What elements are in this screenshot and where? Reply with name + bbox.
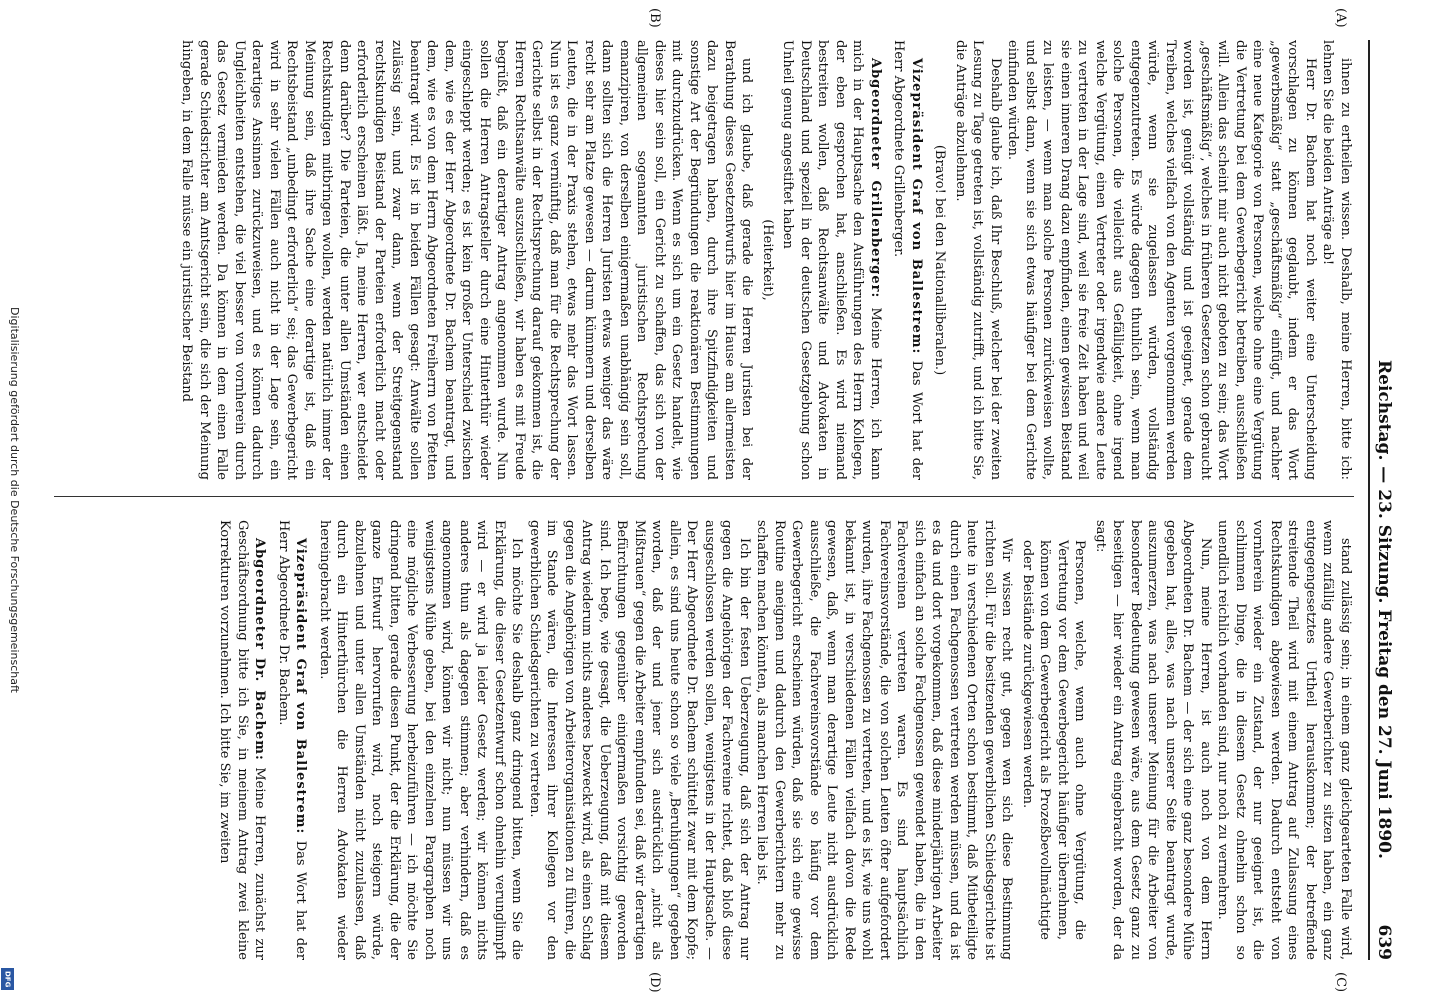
margin-marker-c: (C): [1333, 972, 1348, 993]
page-title: Reichstag. — 23. Sitzung. Freitag den 27. Juni 1890.: [1374, 360, 1394, 859]
speaker-name: Abgeordneter Dr. Bachem:: [252, 538, 268, 761]
speaker-text: Das Wort hat der Herr Abgeordnete Grillenberger.: [891, 40, 924, 480]
speaker-paragraph: [275, 520, 310, 960]
paragraph: Ich bin der festen Ueberzeugung, daß sich der Antrag nur gegen die Angehörigen der Fachvereine richtet, daß bloß diese ausgeschlossen werden sollen, wenigstens in der Hauptsache. — Der Herr Abgeordnete Dr. Bachem schüttelt zwar mit dem Kopfe; allein, es sind uns heute schon so viele „Beruhigungen“ gegeben worden, daß der und jener sich ausdrücklich „nicht als Mißtrauen“ gegen die Arbeiter empfunden sei, daß wir derartigen Befürchtungen gegenüber einigermaßen vorsichtig geworden sind. Ich bege, wie gesagt, die Ueberzeugung, daß mit diesem Antrag wiederum nichts anderes bezweckt wird, als einen Schlag gegen die Angehörigen von Arbeiterorganisationen zu führen, die im Stande wären, die Interessen ihrer Kollegen vor den gewerblichen Schiedsgerichten zu vertreten.: [527, 520, 752, 960]
speaker-name: Vizepräsident Graf von Ballestrem:: [909, 58, 924, 355]
speaker-name: Vizepräsident Graf von Ballestrem:: [293, 538, 309, 835]
speaker-paragraph: [779, 40, 884, 480]
margin-marker-d: (D): [647, 972, 662, 993]
quoted-motion: Personen, welche, wenn auch ohne Vergütung, die Vertretung vor dem Gewerbegericht häufiger übernehmen, können von dem Gewerbegericht als Prozeßbevollmächtigte oder Beistände zurückgewiesen werden.: [1020, 540, 1088, 940]
dfg-logo-icon: DFG: [1, 968, 14, 990]
speaker-paragraph: [216, 520, 269, 960]
left-column: [178, 40, 1354, 480]
paragraph: Deshalb glaube ich, daß Ihr Beschluß, welcher bei der zweiten Lesung zu Tage getreten ist, vollständig zutrifft, und ich bitte Sie, die Anträge abzulehnen.: [953, 40, 1003, 480]
paragraph: Nun, meine Herren, ist auch noch von dem Herrn Abgeordneten Dr. Bachem — der sich eine ganz besondere Mühe gegeben hat, alles, was nach unserer Seite beantragt wurde, auszumerzen, was nach unserer Meinung für die Arbeiter von besonderer Bedeutung gewesen wäre, aus dem Gesetz ganz zu beseitigen — hier wieder ein Antrag eingebracht worden, der da sagt:: [1093, 520, 1213, 960]
speaker-text: Meine Herren, ich kann mich in der Hauptsache den Ausführungen des Herrn Kollegen, der eben gesprochen hat, anschließen. Es wird niemand bestreiten wollen, daß Rechtsanwälte und Advokaten in Deutschland und speziell in der deutschen Gesetzgebung schon Unheil genug angestiftet haben: [780, 40, 883, 480]
interjection-bravo: (Bravo! bei den Nationalliberalen.): [932, 144, 948, 376]
paragraph: und ich glaube, daß gerade die Herren Juristen bei der Berathung dieses Gesetzentwurfs hier im Hause am allermeisten dazu beigetragen haben, durch ihre Spitzfindigkeiten und sonstige Art der Begründungen die reaktionären Bestimmungen mit durchzudrücken. Wenn es sich um ein Gesetz handelt, wie dieses hier sein soll, ein Gericht zu schaffen, das sich von der allgemeinen sogenannten juristischen Rechtsprechung emanzipiren, von derselben einigermaßen unabhängig sein soll, dann sollten sich die Herren Juristen etwas weniger das wäre recht sehr am Platze gewesen — darum kümmern und derselben Leuten, die in der Praxis stehen, etwas mehr das Wort lassen. Nun ist es ganz vernünftig, daß man für die Rechtsprechung der Gerichte selbst in der Rechtsprechung darauf gekommen ist, die Herren Rechtsanwälte auszuschließen, wir haben es mit Freude begrüßt, daß ein derartiger Antrag angenommen wurde. Nun sollen die Herren Antragsteller durch eine Hinterthür wieder eingeschleppt werden; es ist kein großer Unterschied zwischen dem, wie es der Herr Abgeordnete Dr. Bachem beantragt, und dem, wie es von dem Herrn Abgeordneten Freiherrn von Pfetten beantragt wird. Es ist in beiden Fällen gesagt: Anwälte sollen zulässig sein, und zwar dann, wenn der Streitgegenstand rechtskundigen Beistand der Parteien erforderlich macht oder erforderlich erscheinen läßt. Ja, meine Herren, wer entscheidet denn darüber? Die Parteien, die unter allen Umständen einen Rechtskundigen mitbringen wollen, werden natürlich immer der Meinung sein, daß ihre Sache eine derartige ist, daß ein Rechtsbeistand „unbedingt erforderlich“ sei; das Gewerbegericht wird in sehr vielen Fällen auch nicht in der Lage sein, ein derartiges Ansinnen zurückzuweisen, und es können dadurch Ungleichheiten entstehen, die viel besser von vornherein durch das Gesetz vermieden werden. Da können in dem einen Falle gerade Schiedsrichter am Amtsgericht sein, die sich der Meinung hingeben, in dem Falle müsse ein juristischer Beistand: [179, 40, 755, 480]
paragraph: Ich möchte Sie deshalb ganz dringend bitten, wenn Sie die Erklärung, die dieser Gesetzentwurf schon ohnehin verunglimpft wird — er wird ja leider Gesetz werden; wir können nichts anderes thun als dagegen stimmen; aber verhindern, daß es angenommen wird, können wir nicht; nun müssen wir uns wenigstens Mühe geben, bei den einzelnen Paragraphen noch eine mögliche Verbesserung herbeizuführen — ich möchte Sie dringend bitten, gerade diesen Punkt, der die Erklärung, die der ganze Entwurf hervorrufen wird, noch steigern würde, abzulehnen und unter allen Umständen nicht zuzulassen, daß durch ein Hinterthürchen die Herren Advokaten wieder hereingebracht werden.: [317, 520, 525, 960]
digitization-strip: [0, 0, 21, 1000]
digitization-credit: Digitalisierung gefördert durch die Deutsche Forschungsgemeinschaft: [8, 307, 21, 693]
margin-marker-a: (A): [1333, 8, 1348, 28]
interjection-heiterkeit: (Heiterkeit),: [760, 219, 775, 301]
paragraph: stand zulässig sein; in einem ganz gleichgearteten Falle wird, wenn zufällig andere Gewerberichter zu sitzen haben, ein ganz entgegengesetztes Urtheil herauskommen; der betreffende streitende Theil wird mit einem Antrag auf Zulassung eines Rechtskundigen abgewiesen werden. Dadurch entsteht von vornherein wieder ein Zustand, der nur geeignet ist, die schlimmen Dinge, die in diesem Gesetz ohnehin schon so unendlich reichlich vorhanden sind, nur noch zu vermehren.: [1215, 520, 1353, 960]
page-header: [1368, 40, 1398, 960]
paragraph: Herr Dr. Bachem hat noch weiter eine Unterscheidung vorschlagen zu können geglaubt, indem er das Wort „gewerbsmäßig“ statt „geschäftsmäßig“ einfügt, und nachher eine neue Kategorie von Personen, welche ohne eine Vergütung die Vertretung bei dem Gewerbegericht betreiben, ausschließen will. Allein das scheint mir auch nicht geboten zu sein; das Wort „geschäftsmäßig“, welches in früheren Gesetzen schon gebraucht worden ist, genügt vollständig und ist geeignet, gerade dem Treiben, welches vielfach von den Agenten vorgenommen werden würde, wenn sie zugelassen würden, vollständig entgegenzutreten. Es würde dagegen thunlich sein, wenn man solche Personen, die vielleicht aus Gefälligkeit, ohne irgend welche Vergütung, einen Vertreter oder irgendwie andere Leute zu vertreten in der Lage sind, weil sie freie Zeit haben und weil sie einen inneren Drang dazu empfinden, einen gewissen Beistand zu leisten, — wenn man solche Personen zurückweisen wollte, und selbst dann, wenn sie sich etwas häufiger bei dem Gerichte einfinden würden.: [1005, 40, 1318, 480]
paragraph: Wir wissen recht gut, gegen wen sich diese Bestimmung richten soll. Für die besitzenden gewerblichen Schiedsgerichte ist heute in verschiedenen Orten schon bestimmt, daß Mitbeteiligte durch einen Fachgenossen vertreten werden müssen, und da ist es da und dort vorgekommen, daß diese minderjährigen Arbeiter sich einfach an solche Fachgenossen gewendet haben, die in den Fachvereinen vertreten waren. Es sind hauptsächlich Fachvereinsvorstände, die von solchen Leuten öfter aufgefordert wurden, ihre Fachgenossen zu vertreten, und es ist, wie uns wohl bekannt ist, in verschiedenen Fällen vielfach davon die Rede gewesen, daß, wenn man derartige Leute nicht ausdrücklich ausschließe, die Fachvereinsvorstände so häufig vor dem Gewerbegericht erscheinen würden, daß sie sich eine gewisse Routine aneignen und dadurch den Gewerberichtern mehr zu schaffen machen könnten, als manchen Herren lieb ist.: [754, 520, 1015, 960]
column-divider: [54, 496, 1354, 497]
speaker-name: Abgeordneter Grillenberger:: [868, 58, 883, 299]
margin-marker-b: (B): [647, 8, 662, 28]
speaker-paragraph: [890, 40, 925, 480]
right-column: [216, 520, 1354, 960]
speaker-text: Das Wort hat der Herr Abgeordnete Dr. Bachem.: [276, 520, 309, 960]
page-number: 639: [1374, 924, 1394, 960]
paragraph: ihnen zu ertheilen wissen. Deshalb, meine Herren, bitte ich: lehnen Sie die beiden Anträge ab!: [1320, 40, 1353, 480]
speaker-text: Meine Herren, zunächst zur Geschäftsordnung bitte ich Sie, in meinem Antrag zwei kleine Korrekturen vorzunehmen. Ich bitte Sie, im zweiten: [217, 520, 268, 961]
